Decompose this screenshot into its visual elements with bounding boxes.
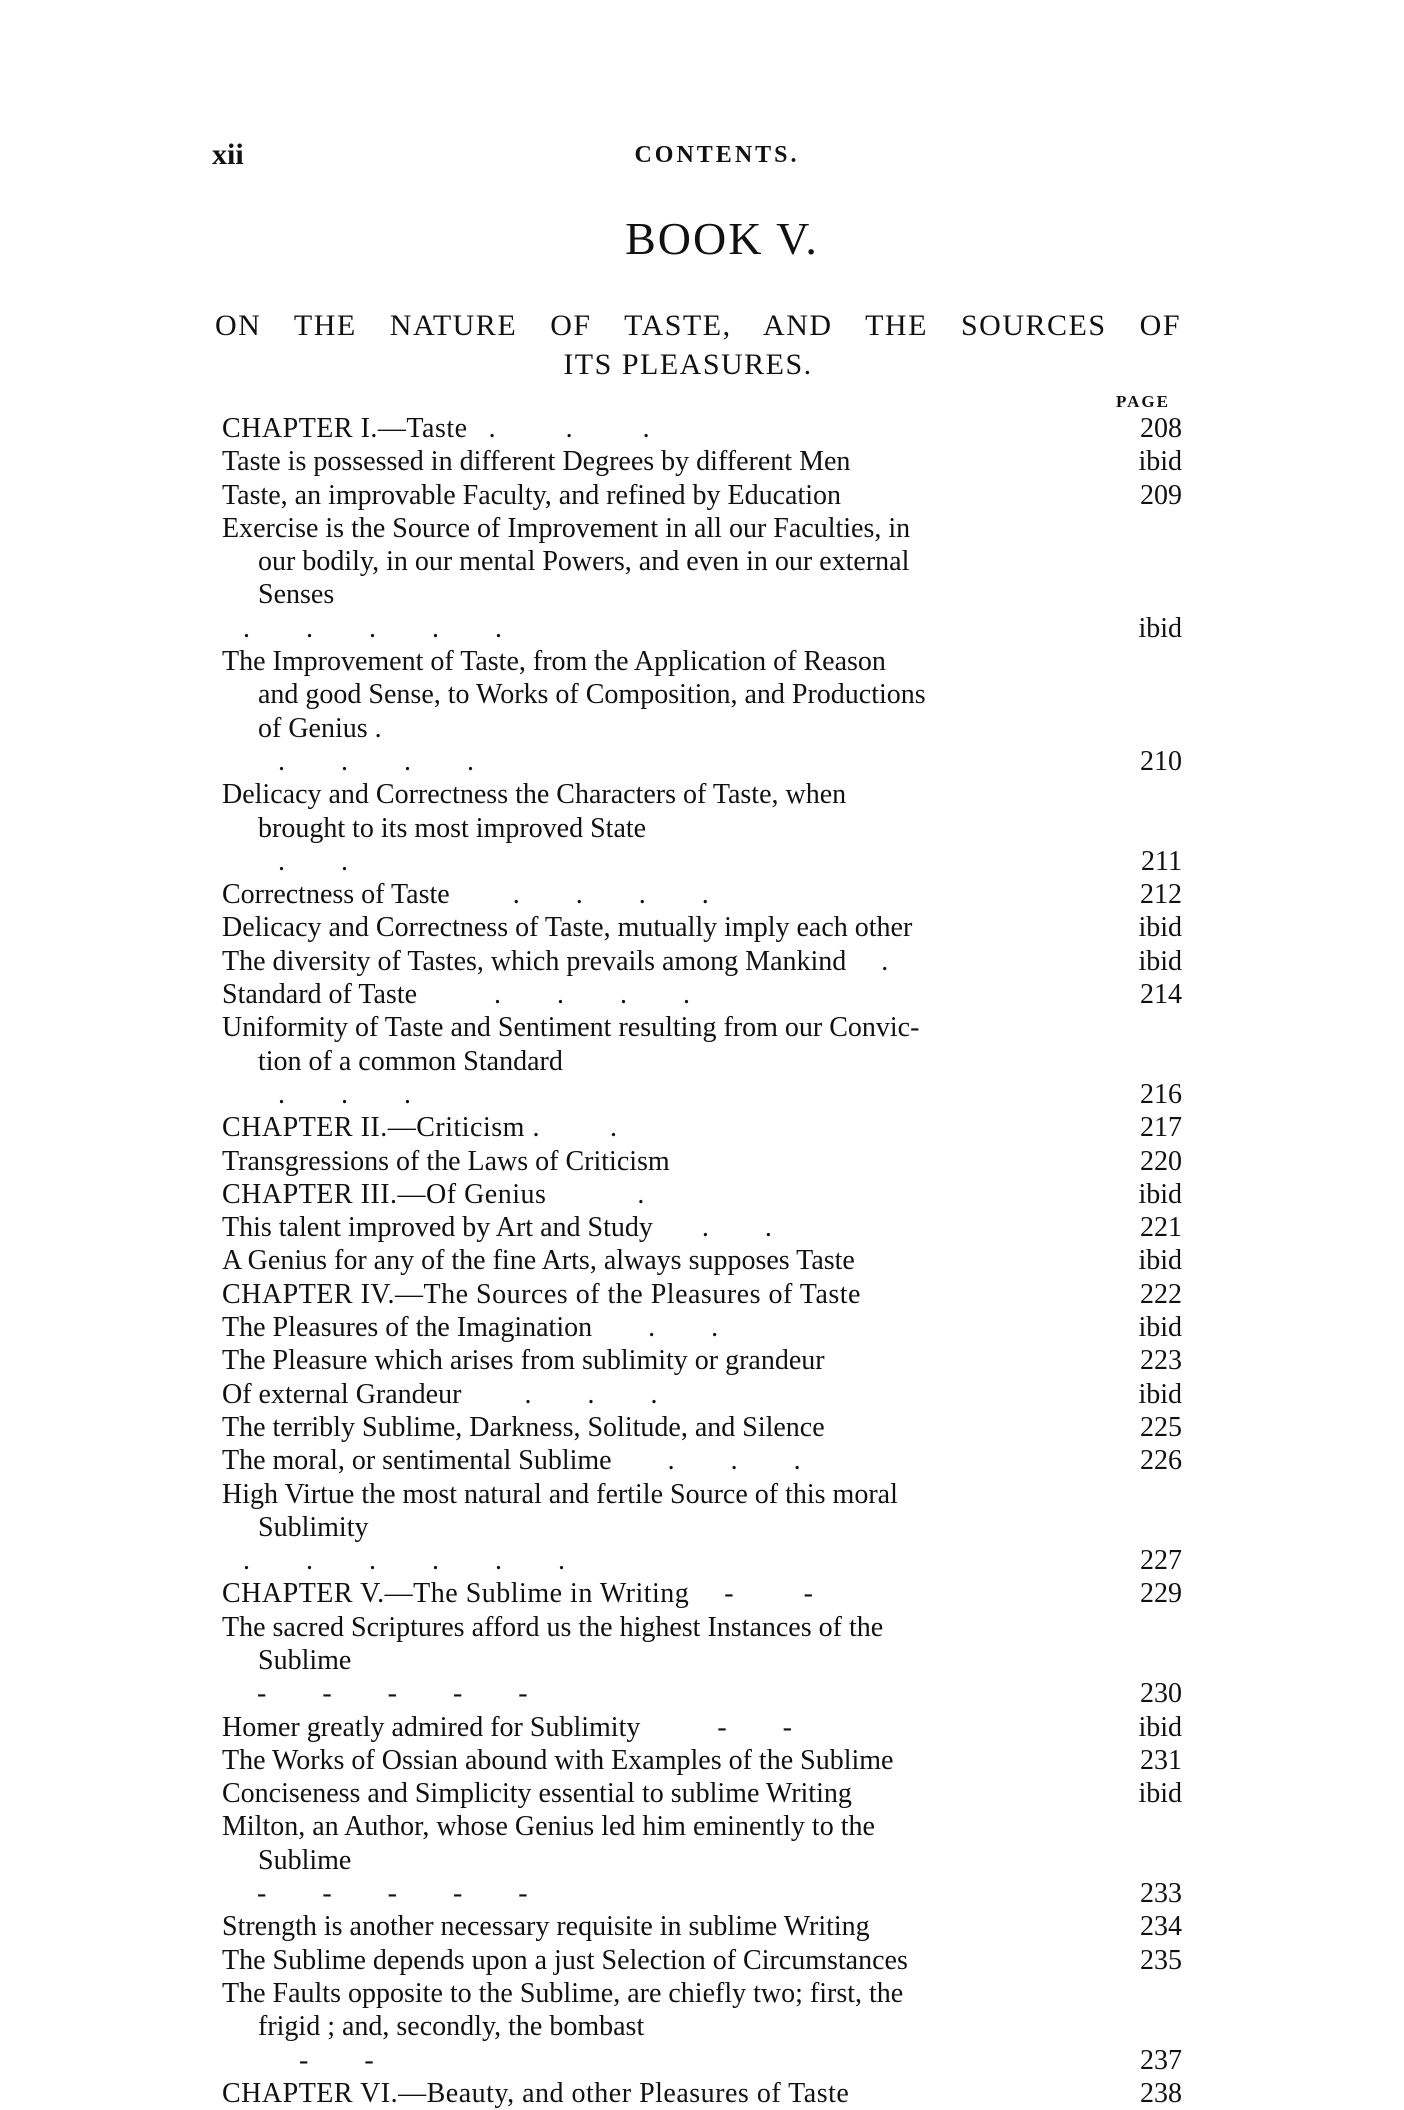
entry-line: High Virtue the most natural and fertile Source of this moral xyxy=(222,1478,898,1510)
dot-leader: . . . . . . xyxy=(222,1545,565,1577)
dot-leader: . . . xyxy=(222,1078,411,1110)
entry-title xyxy=(222,1444,1112,1477)
entry-page-number: 235 xyxy=(1140,1944,1182,1976)
entry-page-number: 210 xyxy=(1140,745,1182,777)
entry-title xyxy=(222,945,1112,978)
entry-line: The Faults opposite to the Sublime, are chiefly two; first, the xyxy=(222,1977,904,2009)
entry-line: The diversity of Tastes, which prevails among Mankind xyxy=(222,945,847,977)
entry-line: Uniformity of Taste and Sentiment resulting from our Convic- xyxy=(222,1012,920,1044)
entry-title xyxy=(222,1577,1112,1610)
entry-page-number: ibid xyxy=(1138,1711,1182,1743)
dot-leader: - - xyxy=(640,1711,793,1743)
contents-entry xyxy=(222,1478,1182,1578)
contents-list xyxy=(222,412,1182,2110)
subtitle-line-1: ON THE NATURE OF TASTE, AND THE SOURCES OF xyxy=(215,309,1181,342)
contents-entry xyxy=(222,479,1182,512)
entry-line: Sublimity xyxy=(258,1511,369,1543)
entry-page-number: 225 xyxy=(1140,1411,1182,1443)
entry-title xyxy=(222,1011,1112,1111)
dot-leader: . . . xyxy=(467,413,650,444)
entry-line: Transgressions of the Laws of Criticism xyxy=(222,1145,670,1177)
entry-page-number: ibid xyxy=(1138,1378,1182,1410)
entry-title xyxy=(222,1178,1112,1211)
entry-page-number: 208 xyxy=(1140,413,1182,444)
entry-page-number: 230 xyxy=(1140,1678,1182,1710)
subtitle-line-2: ITS PLEASURES. xyxy=(563,348,813,381)
contents-entry xyxy=(222,1910,1182,1943)
entry-title xyxy=(222,1311,1112,1344)
entry-page-number: 234 xyxy=(1140,1911,1182,1943)
entry-title xyxy=(222,1777,1112,1810)
entry-line: This talent improved by Art and Study xyxy=(222,1212,653,1244)
entry-page-number: 220 xyxy=(1140,1145,1182,1177)
entry-line: Delicacy and Correctness of Taste, mutually imply each other xyxy=(222,912,913,944)
contents-entry xyxy=(222,878,1182,911)
entry-line: CHAPTER III.—Of Genius xyxy=(222,1178,547,1210)
chapter-entry xyxy=(222,1178,1182,1211)
entry-page-number: 233 xyxy=(1140,1878,1182,1910)
entry-line: frigid ; and, secondly, the bombast xyxy=(258,2011,645,2043)
entry-page-number: 216 xyxy=(1140,1078,1182,1110)
page-column-label: PAGE xyxy=(1116,392,1170,411)
entry-page-number: 227 xyxy=(1140,1545,1182,1577)
dot-leader: - - xyxy=(222,2044,374,2076)
entry-title xyxy=(222,911,1112,944)
entry-page-number: 231 xyxy=(1140,1744,1182,1776)
contents-entry xyxy=(222,1744,1182,1777)
entry-title xyxy=(222,1810,1112,1910)
entry-line: Correctness of Taste xyxy=(222,879,450,911)
dot-leader: . xyxy=(846,945,889,977)
entry-title xyxy=(222,1211,1112,1244)
entry-title xyxy=(222,878,1112,911)
entry-line: Taste, an improvable Faculty, and refined by Education xyxy=(222,479,842,511)
entry-line: The Works of Ossian abound with Examples of the Sublime xyxy=(222,1744,894,1776)
dot-leader: . . . xyxy=(461,1378,658,1410)
dot-leader: . . . . xyxy=(449,879,709,911)
chapter-entry xyxy=(222,412,1182,445)
contents-entry xyxy=(222,1378,1182,1411)
entry-line: and good Sense, to Works of Composition, and Productions xyxy=(258,679,926,711)
entry-line: brought to its most improved State xyxy=(258,812,647,844)
contents-entry xyxy=(222,1711,1182,1744)
entry-line: Standard of Taste xyxy=(222,979,418,1011)
entry-page-number: 229 xyxy=(1140,1578,1182,1610)
entry-line: Homer greatly admired for Sublimity xyxy=(222,1711,641,1743)
book-title: BOOK V. xyxy=(625,213,819,264)
chapter-entry xyxy=(222,1278,1182,1311)
entry-page-number: ibid xyxy=(1138,1178,1182,1210)
entry-line: Of external Grandeur xyxy=(222,1378,462,1410)
entry-page-number: 209 xyxy=(1140,479,1182,511)
contents-entry xyxy=(222,1611,1182,1711)
contents-entry xyxy=(222,1944,1182,1977)
entry-line: CHAPTER I.—Taste xyxy=(222,413,468,444)
contents-entry xyxy=(222,1145,1182,1178)
entry-line: The terribly Sublime, Darkness, Solitude, and Silence xyxy=(222,1411,825,1443)
entry-page-number: 237 xyxy=(1140,2044,1182,2076)
entry-title xyxy=(222,1344,1112,1377)
contents-entry xyxy=(222,1211,1182,1244)
entry-page-number: ibid xyxy=(1138,1778,1182,1810)
entry-line: of Genius . xyxy=(258,712,382,744)
contents-entry xyxy=(222,1810,1182,1910)
entry-line: Senses xyxy=(258,579,335,611)
entry-line: CHAPTER VI.—Beauty, and other Pleasures of Taste xyxy=(222,2077,850,2109)
entry-title xyxy=(222,778,1112,878)
dot-leader: . . . xyxy=(611,1445,801,1477)
contents-entry xyxy=(222,778,1182,878)
entry-title xyxy=(222,1145,1112,1178)
contents-entry xyxy=(222,1777,1182,1810)
entry-page-number: 223 xyxy=(1140,1345,1182,1377)
contents-entry xyxy=(222,512,1182,645)
entry-title xyxy=(222,1278,1112,1311)
dot-leader: . . xyxy=(592,1312,719,1344)
entry-line: Sublime xyxy=(258,1844,352,1876)
entry-page-number: 214 xyxy=(1140,979,1182,1011)
entry-page-number: 222 xyxy=(1140,1278,1182,1310)
entry-line: The Pleasures of the Imagination xyxy=(222,1312,593,1344)
chapter-entry xyxy=(222,2077,1182,2110)
entry-line: Conciseness and Simplicity essential to sublime Writing xyxy=(222,1778,852,1810)
entry-page-number: ibid xyxy=(1138,446,1182,478)
entry-page-number: ibid xyxy=(1138,912,1182,944)
entry-title xyxy=(222,2077,1112,2110)
entry-line: The Sublime depends upon a just Selection of Circumstances xyxy=(222,1944,908,1976)
entry-line: CHAPTER II.—Criticism . xyxy=(222,1112,540,1144)
entry-title xyxy=(222,1111,1112,1144)
contents-entry xyxy=(222,945,1182,978)
entry-page-number: 212 xyxy=(1140,879,1182,911)
contents-entry xyxy=(222,1311,1182,1344)
chapter-entry xyxy=(222,1111,1182,1144)
contents-entry xyxy=(222,645,1182,778)
entry-title xyxy=(222,1944,1112,1977)
contents-entry xyxy=(222,445,1182,478)
entry-page-number: ibid xyxy=(1138,945,1182,977)
entry-line: Sublime xyxy=(258,1644,352,1676)
contents-entry xyxy=(222,1011,1182,1111)
entry-line: tion of a common Standard xyxy=(258,1045,563,1077)
contents-entry xyxy=(222,1411,1182,1444)
dot-leader: . . . . . xyxy=(222,612,502,644)
dot-leader: - - - - - xyxy=(222,1878,528,1910)
dot-leader: - - xyxy=(689,1578,813,1610)
entry-line: The moral, or sentimental Sublime xyxy=(222,1445,612,1477)
running-title: CONTENTS. xyxy=(634,142,800,168)
entry-line: The sacred Scriptures afford us the highest Instances of the xyxy=(222,1611,884,1643)
contents-entry xyxy=(222,1977,1182,2077)
entry-line: Exercise is the Source of Improvement in all our Faculties, in xyxy=(222,512,911,544)
entry-title xyxy=(222,1411,1112,1444)
contents-entry xyxy=(222,1244,1182,1277)
contents-entry xyxy=(222,1444,1182,1477)
entry-page-number: ibid xyxy=(1138,1245,1182,1277)
entry-page-number: 217 xyxy=(1140,1112,1182,1144)
entry-page-number: ibid xyxy=(1138,1312,1182,1344)
dot-leader: - - - - - xyxy=(222,1678,528,1710)
entry-line: CHAPTER IV.—The Sources of the Pleasures of Taste xyxy=(222,1278,861,1310)
entry-line: our bodily, in our mental Powers, and even in our external xyxy=(258,546,910,578)
entry-title xyxy=(222,978,1112,1011)
entry-line: A Genius for any of the fine Arts, always supposes Taste xyxy=(222,1245,855,1277)
contents-entry xyxy=(222,978,1182,1011)
dot-leader: . . xyxy=(222,845,348,877)
entry-line: Strength is another necessary requisite in sublime Writing xyxy=(222,1911,870,1943)
entry-title xyxy=(222,1744,1112,1777)
entry-title xyxy=(222,445,1112,478)
entry-title xyxy=(222,1611,1112,1711)
entry-line: Taste is possessed in different Degrees by different Men xyxy=(222,446,851,478)
entry-line: The Pleasure which arises from sublimity or grandeur xyxy=(222,1345,825,1377)
running-head xyxy=(212,138,1192,178)
entry-line: The Improvement of Taste, from the Application of Reason xyxy=(222,646,886,678)
entry-title xyxy=(222,645,1112,778)
entry-title xyxy=(222,1910,1112,1943)
entry-page-number: ibid xyxy=(1138,612,1182,644)
entry-title xyxy=(222,1478,1112,1578)
entry-title xyxy=(222,479,1112,512)
page-number: xii xyxy=(212,138,244,171)
entry-line: Delicacy and Correctness the Characters of Taste, when xyxy=(222,779,847,811)
dot-leader: . xyxy=(539,1112,617,1144)
entry-title xyxy=(222,412,1112,445)
dot-leader: . . . . xyxy=(417,979,691,1011)
entry-page-number: 226 xyxy=(1140,1445,1182,1477)
entry-title xyxy=(222,1378,1112,1411)
entry-title xyxy=(222,1244,1112,1277)
entry-line: CHAPTER V.—The Sublime in Writing xyxy=(222,1578,690,1610)
entry-page-number: 238 xyxy=(1140,2077,1182,2109)
entry-page-number: 221 xyxy=(1140,1212,1182,1244)
entry-line: Milton, an Author, whose Genius led him eminently to the xyxy=(222,1811,875,1843)
contents-entry xyxy=(222,1344,1182,1377)
entry-title xyxy=(222,1711,1112,1744)
contents-entry xyxy=(222,911,1182,944)
entry-title xyxy=(222,512,1112,645)
entry-page-number: 211 xyxy=(1141,845,1182,877)
dot-leader: . . . . xyxy=(222,745,474,777)
chapter-entry xyxy=(222,1577,1182,1610)
entry-title xyxy=(222,1977,1112,2077)
dot-leader: . . xyxy=(652,1212,772,1244)
dot-leader: . xyxy=(546,1178,645,1210)
book-subtitle xyxy=(215,306,1181,384)
